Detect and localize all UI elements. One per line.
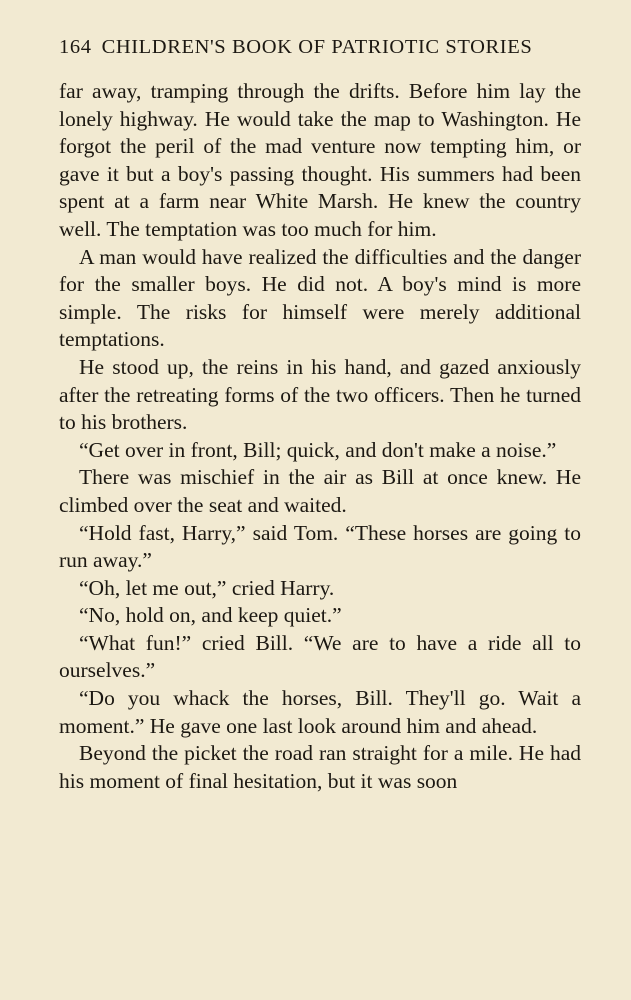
paragraph: “No, hold on, and keep quiet.” [79,603,342,628]
paragraph: “What fun!” cried Bill. “We are to have a ride all to ourselves.” [59,630,581,683]
paragraph: far away, tramping through the drifts. Before him lay the lonely highway. He would take the map to Washington. He forgot the peril of the mad venture now tempting him, or gave it but a boy's passing thought. His summers had been spent at a farm near White Marsh. He knew the country well. The temptation was too much for him. [59,79,581,241]
paragraph: “Get over in front, Bill; quick, and don't make a noise.” [79,437,557,462]
running-title: CHILDREN'S BOOK OF PATRIOTIC STORIES [101,36,533,58]
paragraph: “Hold fast, Harry,” said Tom. “These horses are going to run away.” [59,520,581,573]
paragraph: “Oh, let me out,” cried Harry. [79,575,335,600]
page-number: 164 [59,36,92,58]
paragraph: “Do you whack the horses, Bill. They'll go. Wait a moment.” He gave one last look around him and ahead. [59,686,581,738]
running-head [59,36,581,66]
paragraph: There was mischief in the air as Bill at once knew. He climbed over the seat and waited. [59,465,581,517]
paragraph: Beyond the picket the road ran straight for a mile. He had his moment of final hesitation, but it was soon [59,741,581,793]
body-text [59,78,581,795]
paragraph: He stood up, the reins in his hand, and gazed anxiously after the retreating forms of the two officers. Then he turned to his brothers. [59,354,581,435]
paragraph: A man would have realized the difficulties and the danger for the smaller boys. He did not. A boy's mind is more simple. The risks for himself were merely additional temptations. [59,244,581,352]
